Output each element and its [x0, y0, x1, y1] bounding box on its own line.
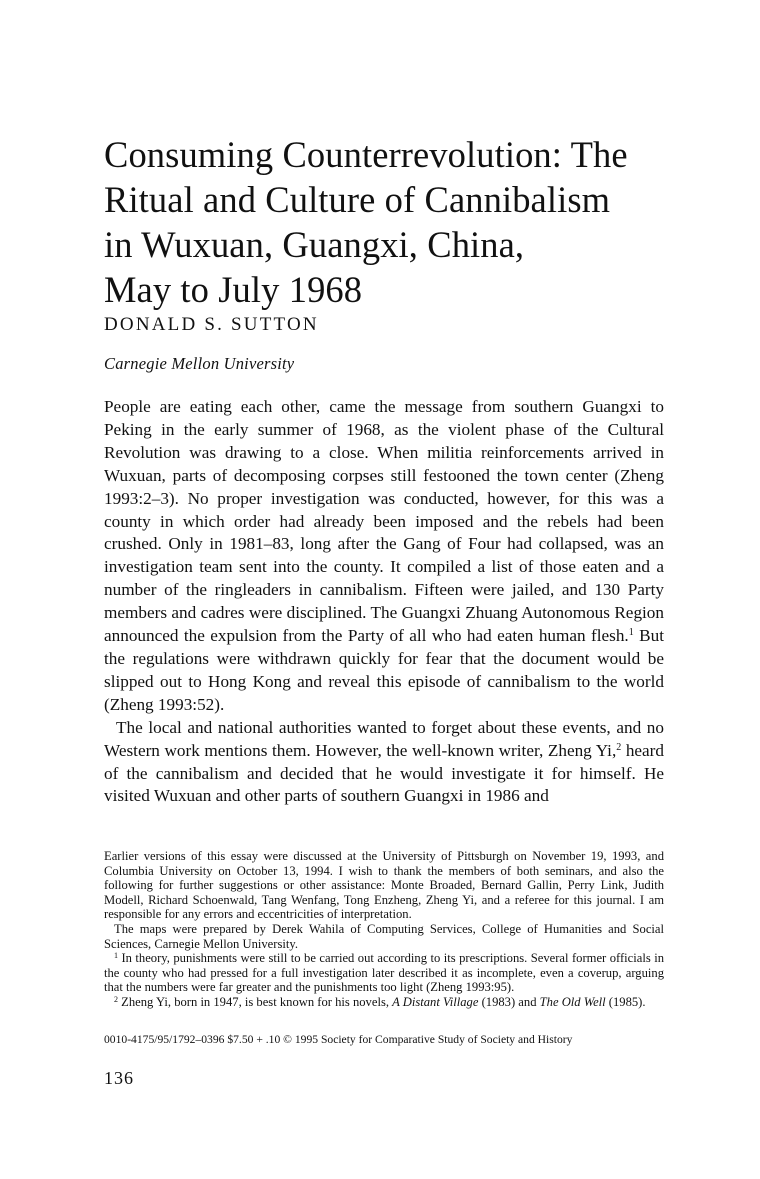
maps-credit-note: The maps were prepared by Derek Wahila of Computing Services, College of Humanities and Social Sciences, Carnegie Mellon University.: [104, 921, 664, 951]
copyright-line: 0010-4175/95/1792–0396 $7.50 + .10 © 1995 Society for Comparative Study of Society and History: [104, 1033, 573, 1046]
author-affiliation: Carnegie Mellon University: [104, 354, 295, 373]
footnote-reference: 2: [616, 741, 622, 753]
paragraph-text: People are eating each other, came the message from southern Guangxi to Peking in the early summer of 1968, as the violent phase of the Cultural Revolution was drawing to a close. When militia reinforcements arrived in Wuxuan, parts of decomposing corpses still festooned the town center (Zheng 1993:2–3). No proper investigation was conducted, however, for this was a county in which order had already been imposed and the rebels had been crushed. Only in 1981–83, long after the Gang of Four had collapsed, was an investigation team sent into the county. It compiled a list of those eaten and a number of the ringleaders in cannibalism. Fifteen were jailed, and 130 Party members and cadres were disciplined. The Guangxi Zhuang Autonomous Region announced the expulsion from the Party of all who had eaten human flesh.: [104, 397, 664, 646]
title-line: in Wuxuan, Guangxi, China,: [104, 224, 525, 265]
footnote-number: 2: [114, 994, 118, 1004]
footnote-text: Zheng Yi, born in 1947, is best known for his novels,: [121, 994, 393, 1009]
footnote-1: [104, 951, 664, 995]
acknowledgement-note: Earlier versions of this essay were discussed at the University of Pittsburgh on November 19, 1993, and Columbia University on October 13, 1994. I wish to thank the members of both seminars, and also the following for further suggestions or other assistance: Monte Broaded, Bernard Gallin, Perry Link, Judith Modell, Richard Schoenwald, Tang Wenfang, Tong Enzheng, Zheng Yi, and a referee for this journal. I am responsible for any errors and eccentricities of interpretation.: [104, 849, 664, 922]
title-line: May to July 1968: [104, 269, 363, 310]
author-name: DONALD S. SUTTON: [104, 314, 319, 335]
footnotes-section: [104, 849, 664, 1010]
footnote-text: In theory, punishments were still to be carried out according to its prescriptions. Several former officials in the county who had pressed for a full investigation later described it as incomplete, even a coverup, arguing that the numbers were far greater and the punishments too light (Zheng 1993:95).: [104, 951, 664, 995]
page-number: 136: [104, 1068, 134, 1088]
paragraph-text: But the regulations were withdrawn quickly for fear that the document would be slipped out to Hong Kong and reveal this episode of cannibalism to the world (Zheng 1993:52).: [104, 626, 664, 714]
footnote-text: (1985).: [605, 994, 646, 1009]
paragraph-text: heard of the cannibalism and decided that he would investigate it for himself. He visited Wuxuan and other parts of southern Guangxi in 1986 and: [104, 740, 664, 806]
footnote-2: [104, 995, 664, 1010]
article-body: [104, 396, 664, 808]
footnote-reference: 1: [628, 627, 634, 639]
title-line: Consuming Counterrevolution: The: [104, 134, 628, 175]
footnote-number: 1: [114, 951, 118, 961]
footnote-text: (1983) and: [478, 994, 540, 1009]
article-title: [104, 132, 664, 312]
book-title: A Distant Village: [392, 994, 479, 1009]
paragraph-text: The local and national authorities wanted to forget about these events, and no Western work mentions them. However, the well-known writer, Zheng Yi,: [104, 717, 664, 760]
body-paragraph: [104, 717, 664, 809]
body-paragraph: [104, 396, 664, 717]
book-title: The Old Well: [539, 994, 606, 1009]
title-line: Ritual and Culture of Cannibalism: [104, 179, 611, 220]
